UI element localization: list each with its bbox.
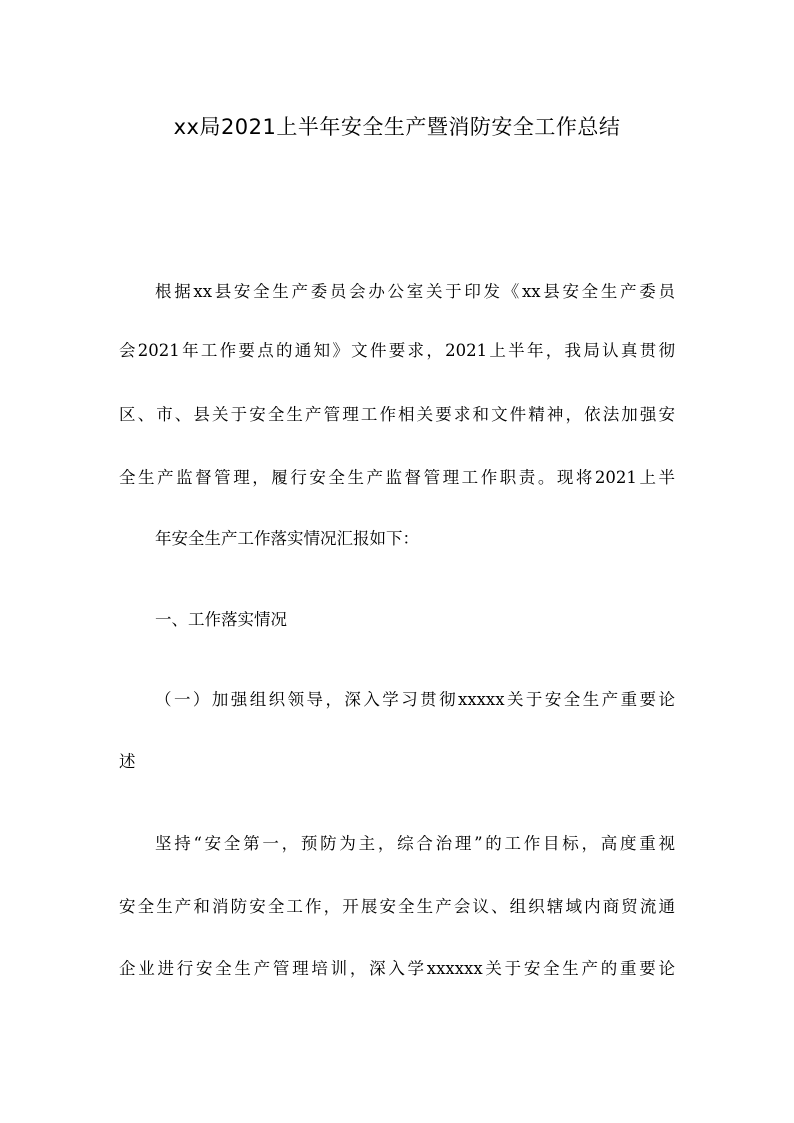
paragraph-line: 会2021年工作要点的通知》文件要求，2021上半年，我局认真贯彻 [119, 341, 675, 360]
paragraph-line: 坚持“安全第一，预防为主，综合治理”的工作目标，高度重视 [155, 834, 675, 853]
paragraph-line: 企业进行安全生产管理培训，深入学xxxxxx关于安全生产的重要论 [119, 959, 675, 978]
subsection-heading-continuation: 述 [119, 752, 136, 771]
paragraph-line: 根据xx县安全生产委员会办公室关于印发《xx县安全生产委员 [155, 282, 675, 301]
paragraph-line: 安全生产和消防安全工作，开展安全生产会议、组织辖域内商贸流通 [119, 897, 675, 916]
paragraph-line: 年安全生产工作落实情况汇报如下： [155, 529, 419, 548]
subsection-heading: （一）加强组织领导，深入学习贯彻xxxxx关于安全生产重要论 [155, 690, 675, 709]
paragraph-line: 全生产监督管理，履行安全生产监督管理工作职责。现将2021上半 [119, 468, 675, 487]
paragraph-line: 区、市、县关于安全生产管理工作相关要求和文件精神，依法加强安 [119, 405, 675, 424]
section-heading: 一、工作落实情况 [155, 610, 287, 629]
document-title: xx局2021上半年安全生产暨消防安全工作总结 [173, 115, 621, 139]
